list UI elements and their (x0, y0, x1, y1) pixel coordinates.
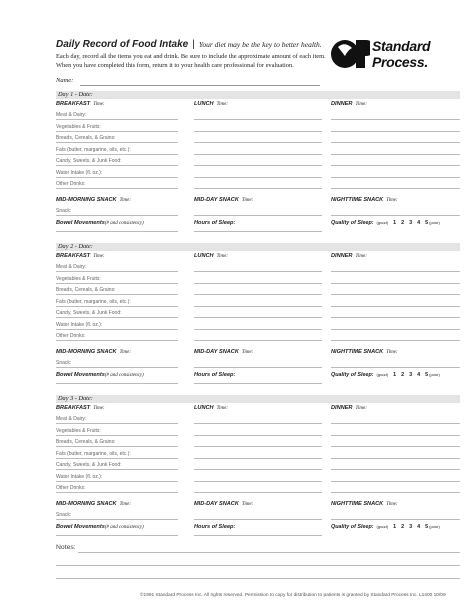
snack-entry-line[interactable] (56, 519, 178, 520)
food-entry-line[interactable] (194, 294, 322, 295)
snack-entry-line[interactable] (331, 215, 460, 216)
standard-process-logo (330, 36, 462, 72)
food-entry-line[interactable] (56, 469, 178, 470)
breakfast-label: BREAKFAST (56, 405, 91, 411)
snack-entry-line[interactable] (56, 367, 178, 368)
food-category-label: Vegetables & Fruits: (56, 123, 101, 130)
food-entry-line[interactable] (194, 306, 322, 307)
food-entry-line[interactable] (194, 165, 322, 166)
sleep-rating-option[interactable]: 4 (417, 220, 421, 226)
title-separator: | (192, 39, 195, 50)
snack-time-label: Time: (119, 350, 131, 355)
breakfast-label: BREAKFAST (56, 101, 91, 107)
notes-entry-line[interactable] (78, 552, 460, 553)
lunch-time-label: Time: (216, 254, 228, 259)
sleep-rating-option[interactable]: 1 (393, 220, 397, 226)
lunch-time-label: Time: (216, 406, 228, 411)
nighttime-snack-heading (331, 349, 398, 356)
dinner-time-label: Time: (355, 102, 367, 107)
bowel-movements-heading (56, 372, 144, 379)
quality-of-sleep-row (331, 220, 440, 226)
food-entry-line[interactable] (331, 131, 460, 132)
copyright-footer: ©1991 Standard Process Inc. All rights reserved. Permission to copy for distribution to patients is granted by Standard Process Inc. L1400 10/09 (140, 593, 446, 598)
food-entry-line[interactable] (56, 131, 178, 132)
food-category-label: Candy, Sweets, & Junk Food: (56, 158, 122, 164)
food-category-label: Fats (butter, margarine, oils, etc.): (56, 146, 131, 153)
mid-morning-snack-heading (56, 349, 131, 356)
nighttime-snack-label: NIGHTTIME SNACK (331, 349, 384, 355)
food-category-label: Breads, Cereals, & Grains: (56, 439, 116, 445)
snack-time-label: Time: (241, 350, 254, 355)
mid-day-snack-label: MID-DAY SNACK (194, 349, 239, 355)
sleep-rating-option[interactable]: 4 (417, 372, 421, 378)
day-date-header: Day 1 - Date: (56, 91, 460, 99)
snack-time-label: Time: (386, 502, 398, 507)
good-label: (good) (376, 524, 389, 529)
lunch-time-label: Time: (216, 102, 228, 107)
nighttime-snack-heading (331, 501, 398, 508)
lunch-heading (194, 101, 228, 108)
mid-day-snack-heading (194, 349, 253, 356)
food-entry-line[interactable] (56, 188, 178, 189)
snack-label: Snack: (56, 208, 72, 214)
food-category-label: Meat & Dairy: (56, 112, 87, 118)
day-section (56, 395, 460, 545)
lunch-heading (194, 405, 228, 412)
food-entry-line[interactable] (331, 119, 460, 120)
food-entry-line[interactable] (331, 177, 460, 178)
food-entry-line[interactable] (331, 142, 460, 143)
sleep-rating-option[interactable]: 5 (425, 220, 429, 226)
food-entry-line[interactable] (194, 131, 322, 132)
breakfast-time-label: Time: (93, 254, 105, 259)
day-date-header: Day 3 - Date: (56, 395, 460, 403)
mid-morning-snack-label: MID-MORNING SNACK (56, 197, 117, 203)
breakfast-label: BREAKFAST (56, 253, 91, 259)
day-section (56, 243, 460, 393)
food-entry-line[interactable] (56, 340, 178, 341)
food-entry-line[interactable] (56, 446, 178, 447)
logo-mark-icon (330, 36, 370, 72)
dinner-heading (331, 253, 367, 260)
mid-day-snack-label: MID-DAY SNACK (194, 501, 239, 507)
lunch-label: LUNCH (194, 405, 214, 411)
food-entry-line[interactable] (331, 446, 460, 447)
food-category-label: Other Drinks: (56, 181, 86, 187)
hours-of-sleep-label: Hours of Sleep: (194, 372, 236, 378)
snack-entry-line[interactable] (194, 519, 322, 520)
sleep-rating-option[interactable]: 2 (401, 524, 405, 530)
hours-of-sleep-label: Hours of Sleep: (194, 524, 236, 530)
notes-entry-line[interactable] (56, 565, 460, 566)
food-entry-line[interactable] (331, 271, 460, 272)
food-category-label: Water Intake (fl. oz.): (56, 473, 103, 480)
food-entry-line[interactable] (56, 481, 178, 482)
breakfast-time-label: Time: (93, 406, 105, 411)
good-label: (good) (376, 372, 389, 377)
food-entry-line[interactable] (56, 154, 178, 155)
food-entry-line[interactable] (194, 423, 322, 424)
page-title (56, 39, 322, 50)
food-entry-line[interactable] (56, 435, 178, 436)
food-entry-line[interactable] (194, 177, 322, 178)
nighttime-snack-label: NIGHTTIME SNACK (331, 501, 384, 507)
bowel-entry-line[interactable] (56, 383, 178, 384)
breakfast-time-label: Time: (93, 102, 105, 107)
lunch-label: LUNCH (194, 253, 214, 259)
food-entry-line[interactable] (194, 154, 322, 155)
food-entry-line[interactable] (331, 317, 460, 318)
snack-time-label: Time: (241, 198, 254, 203)
snack-label: Snack: (56, 360, 72, 366)
food-entry-line[interactable] (194, 469, 322, 470)
poor-label: (poor) (429, 372, 440, 377)
name-label: Name: (56, 77, 74, 84)
breakfast-heading (56, 101, 105, 108)
sleep-entry-line[interactable] (194, 231, 322, 232)
food-entry-line[interactable] (331, 458, 460, 459)
food-category-label: Other Drinks: (56, 333, 86, 339)
snack-entry-line[interactable] (331, 519, 460, 520)
snack-time-label: Time: (119, 502, 131, 507)
sleep-entry-line[interactable] (194, 383, 322, 384)
bowel-movements-heading (56, 524, 144, 531)
food-entry-line[interactable] (56, 329, 178, 330)
lunch-heading (194, 253, 228, 260)
food-entry-line[interactable] (331, 481, 460, 482)
food-entry-line[interactable] (56, 317, 178, 318)
sleep-rating-option[interactable]: 3 (409, 524, 413, 530)
food-category-label: Water Intake (fl. oz.): (56, 321, 103, 328)
food-entry-line[interactable] (56, 294, 178, 295)
food-entry-line[interactable] (194, 446, 322, 447)
quality-of-sleep-label: Quality of Sleep: (331, 372, 374, 378)
breakfast-heading (56, 405, 105, 412)
food-entry-line[interactable] (331, 423, 460, 424)
food-entry-line[interactable] (194, 481, 322, 482)
logo-word-standard: Standard (372, 38, 431, 54)
snack-time-label: Time: (386, 198, 398, 203)
mid-day-snack-label: MID-DAY SNACK (194, 197, 239, 203)
food-entry-line[interactable] (56, 423, 178, 424)
bowel-note: (# and consistency) (104, 525, 144, 530)
food-category-label: Fats (butter, margarine, oils, etc.): (56, 298, 131, 305)
mid-morning-snack-heading (56, 197, 131, 204)
sleep-entry-line[interactable] (194, 535, 322, 536)
snack-time-label: Time: (241, 502, 254, 507)
food-entry-line[interactable] (331, 165, 460, 166)
poor-label: (poor) (429, 524, 440, 529)
good-label: (good) (376, 220, 389, 225)
dinner-heading (331, 405, 367, 412)
food-category-label: Breads, Cereals, & Grains: (56, 287, 116, 293)
food-entry-line[interactable] (331, 329, 460, 330)
food-category-label: Water Intake (fl. oz.): (56, 169, 103, 176)
food-entry-line[interactable] (331, 188, 460, 189)
mid-day-snack-heading (194, 501, 253, 508)
day-section (56, 91, 460, 241)
food-category-label: Vegetables & Fruits: (56, 275, 101, 282)
food-entry-line[interactable] (56, 492, 178, 493)
food-entry-line[interactable] (331, 435, 460, 436)
form-title: Daily Record of Food Intake (56, 39, 189, 50)
bowel-movements-label: Bowel Movements (56, 220, 105, 226)
breakfast-heading (56, 253, 105, 260)
bowel-entry-line[interactable] (56, 535, 178, 536)
food-entry-line[interactable] (56, 165, 178, 166)
snack-entry-line[interactable] (331, 367, 460, 368)
food-category-label: Other Drinks: (56, 485, 86, 491)
notes-entry-line[interactable] (56, 578, 460, 579)
food-entry-line[interactable] (194, 119, 322, 120)
sleep-rating-option[interactable]: 1 (393, 372, 397, 378)
name-field[interactable] (80, 85, 320, 86)
quality-of-sleep-label: Quality of Sleep: (331, 524, 374, 530)
sleep-rating-option[interactable]: 5 (425, 524, 429, 530)
quality-of-sleep-label: Quality of Sleep: (331, 220, 374, 226)
food-entry-line[interactable] (331, 154, 460, 155)
food-category-label: Meat & Dairy: (56, 416, 87, 422)
food-entry-line[interactable] (56, 119, 178, 120)
dinner-label: DINNER (331, 101, 353, 107)
food-entry-line[interactable] (194, 271, 322, 272)
logo-word-process: Process. (372, 54, 428, 70)
food-category-label: Meat & Dairy: (56, 264, 87, 270)
bowel-movements-heading (56, 220, 144, 227)
instructions: Each day, record all the items you eat and drink. Be sure to include the approximate amount of each item. When you have completed this form, return it to your health care professional for evaluation. (56, 53, 326, 69)
food-category-label: Vegetables & Fruits: (56, 427, 101, 434)
food-category-label: Breads, Cereals, & Grains: (56, 135, 116, 141)
snack-time-label: Time: (119, 198, 131, 203)
food-entry-line[interactable] (331, 306, 460, 307)
dinner-time-label: Time: (355, 254, 367, 259)
sleep-rating-option[interactable]: 3 (409, 372, 413, 378)
mid-morning-snack-label: MID-MORNING SNACK (56, 501, 117, 507)
lunch-label: LUNCH (194, 101, 214, 107)
food-entry-line[interactable] (194, 492, 322, 493)
food-category-label: Candy, Sweets, & Junk Food: (56, 310, 122, 316)
food-entry-line[interactable] (331, 469, 460, 470)
mid-morning-snack-heading (56, 501, 131, 508)
nighttime-snack-heading (331, 197, 398, 204)
dinner-time-label: Time: (355, 406, 367, 411)
food-entry-line[interactable] (194, 188, 322, 189)
food-entry-line[interactable] (194, 329, 322, 330)
food-entry-line[interactable] (194, 435, 322, 436)
food-entry-line[interactable] (56, 283, 178, 284)
hours-of-sleep-label: Hours of Sleep: (194, 220, 236, 226)
sleep-rating-option[interactable]: 5 (425, 372, 429, 378)
food-entry-line[interactable] (331, 492, 460, 493)
snack-entry-line[interactable] (194, 215, 322, 216)
poor-label: (poor) (429, 220, 440, 225)
food-entry-line[interactable] (56, 142, 178, 143)
food-entry-line[interactable] (331, 283, 460, 284)
food-entry-line[interactable] (194, 340, 322, 341)
food-entry-line[interactable] (194, 142, 322, 143)
food-entry-line[interactable] (331, 340, 460, 341)
food-category-label: Fats (butter, margarine, oils, etc.): (56, 450, 131, 457)
dinner-label: DINNER (331, 405, 353, 411)
nighttime-snack-label: NIGHTTIME SNACK (331, 197, 384, 203)
food-entry-line[interactable] (194, 317, 322, 318)
bowel-movements-label: Bowel Movements (56, 524, 105, 530)
sleep-rating-option[interactable]: 1 (393, 524, 397, 530)
food-entry-line[interactable] (331, 294, 460, 295)
sleep-rating-option[interactable]: 4 (417, 524, 421, 530)
dinner-label: DINNER (331, 253, 353, 259)
snack-entry-line[interactable] (56, 215, 178, 216)
bowel-note: (# and consistency) (104, 373, 144, 378)
food-entry-line[interactable] (56, 177, 178, 178)
bowel-movements-label: Bowel Movements (56, 372, 105, 378)
quality-of-sleep-row (331, 372, 440, 378)
snack-entry-line[interactable] (194, 367, 322, 368)
sleep-rating-option[interactable]: 3 (409, 220, 413, 226)
tagline: Your diet may be the key to better health. (198, 40, 322, 49)
mid-day-snack-heading (194, 197, 253, 204)
bowel-note: (# and consistency) (104, 221, 144, 226)
food-entry-line[interactable] (194, 458, 322, 459)
mid-morning-snack-label: MID-MORNING SNACK (56, 349, 117, 355)
food-entry-line[interactable] (56, 271, 178, 272)
food-entry-line[interactable] (194, 283, 322, 284)
snack-time-label: Time: (386, 350, 398, 355)
sleep-rating-option[interactable]: 2 (401, 220, 405, 226)
quality-of-sleep-row (331, 524, 440, 530)
dinner-heading (331, 101, 367, 108)
food-entry-line[interactable] (56, 306, 178, 307)
notes-label: Notes: (56, 544, 76, 551)
food-category-label: Candy, Sweets, & Junk Food: (56, 462, 122, 468)
sleep-rating-option[interactable]: 2 (401, 372, 405, 378)
bowel-entry-line[interactable] (56, 231, 178, 232)
snack-label: Snack: (56, 512, 72, 518)
food-entry-line[interactable] (56, 458, 178, 459)
day-date-header: Day 2 - Date: (56, 243, 460, 251)
